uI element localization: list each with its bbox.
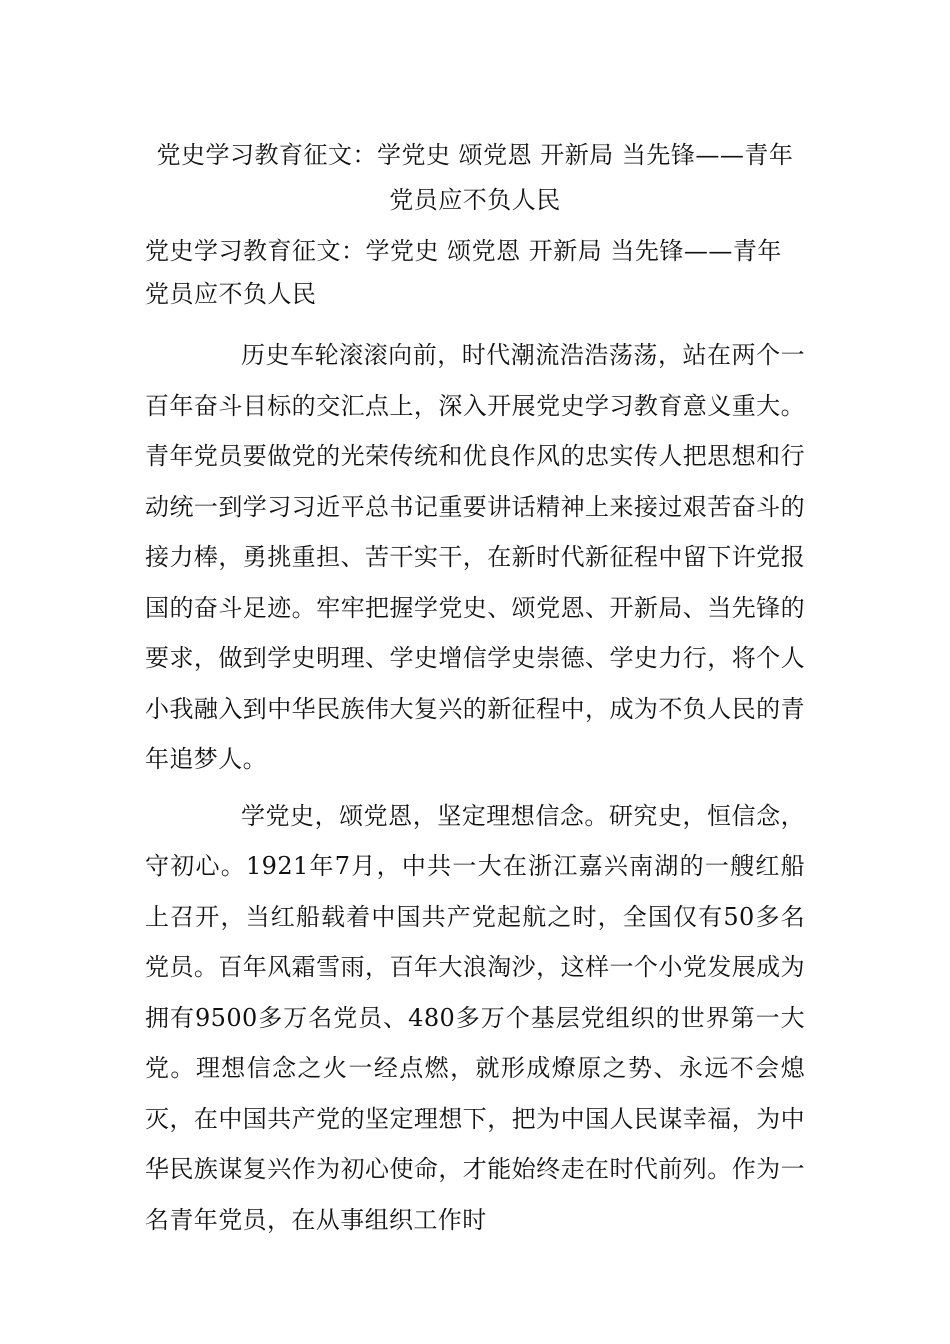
body-paragraph: 学党史，颂党恩，坚定理想信念。研究史，恒信念，守初心。1921年7月，中共一大在浙江嘉兴南湖的一艘红船上召开，当红船载着中国共产党起航之时，全国仅有50多名党员。百年风霜雪雨，百年大浪淘沙，这样一个小党发展成为拥有9500多万名党员、480多万个基层党组织的世界第一大党。理想信念之火一经点燃，就形成燎原之势、永远不会熄灭，在中国共产党的坚定理想下，把为中国人民谋幸福，为中华民族谋复兴作为初心使命，才能始终走在时代前列。作为一名青年党员，在从事组织工作时	[145, 801, 805, 1234]
document-subtitle: 党史学习教育征文：学党史 颂党恩 开新局 当先锋——青年党员应不负人民	[145, 237, 782, 308]
document-title: 党史学习教育征文：学党史 颂党恩 开新局 当先锋——青年党员应不负人民	[156, 141, 794, 214]
document-body	[145, 330, 805, 1251]
body-paragraph: 历史车轮滚滚向前，时代潮流浩浩荡荡，站在两个一百年奋斗目标的交汇点上，深入开展党史学习教育意义重大。青年党员要做党的光荣传统和优良作风的忠实传人把思想和行动统一到学习习近平总书记重要讲话精神上来接过艰苦奋斗的接力棒，勇挑重担、苦干实干，在新时代新征程中留下许党报国的奋斗足迹。牢牢把握学党史、颂党恩、开新局、当先锋的要求，做到学史明理、学史增信学史崇德、学史力行，将个人小我融入到中华民族伟大复兴的新征程中，成为不负人民的青年追梦人。	[145, 341, 805, 773]
